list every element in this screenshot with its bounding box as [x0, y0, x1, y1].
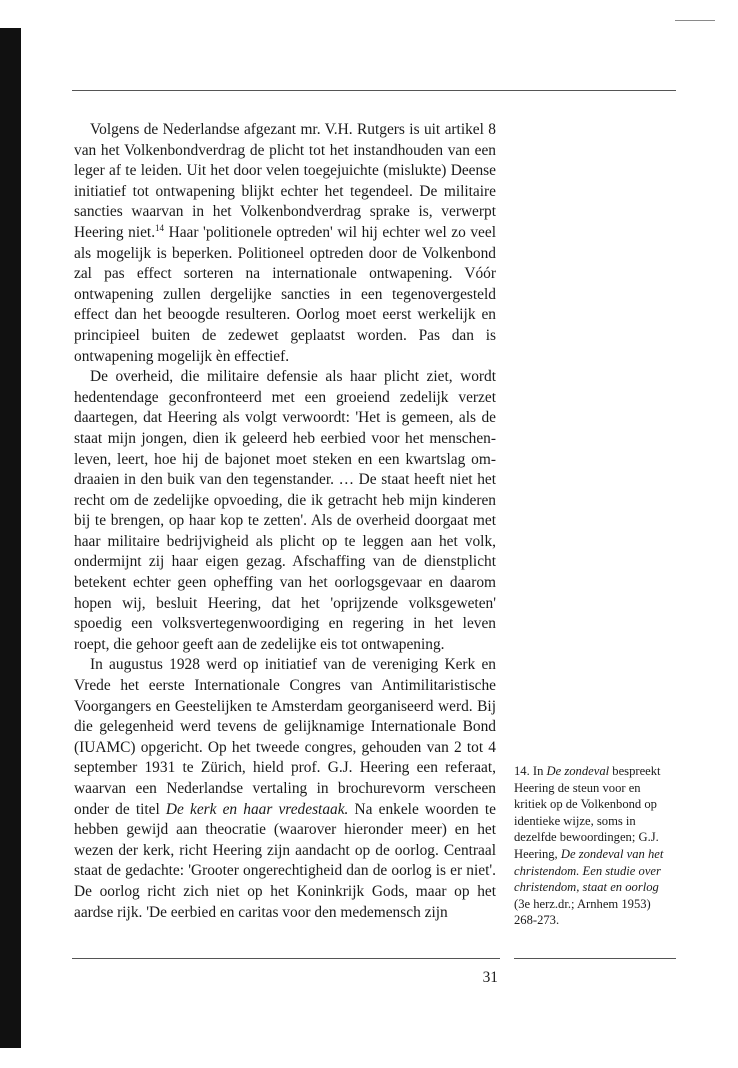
top-rule [72, 90, 676, 91]
brochure-title: De kerk en haar vredestaak. [165, 800, 349, 818]
paragraph-3: In augustus 1928 werd op initiatief van de vereniging Kerk en Vrede het eerste Internationale Congres van Antimilitaristische Voorgangers en Geestelijken te Amsterdam georganiseerd werd. Bij die gelegenheid werd tevens de gelijknamige Internationale Bond (IUAMC) opgericht. Op het tweede congres, gehouden van 2 tot 4 september 1931 te Zürich, hield prof. G.J. Heering een referaat, waarvan een Nederlandse vertaling in brochurevorm verscheen onder de titel De kerk en haar vredestaak. Na enkele woorden te hebben gewijd aan theocratie (waarover hieronder meer) en het wezen der kerk, richt Heering zijn aandacht op de oorlog. Centraal staat de gedachte: 'Grooter ongerechtigheid dan de oorlog is er niet'. De oorlog richt zich niet op het Koninkrijk Gods, maar op het aardse rijk. 'De eerbied en caritas voor den medemensch zijn [74, 656, 496, 921]
bottom-rule-footnote [514, 958, 676, 959]
binding-edge [0, 28, 21, 1048]
corner-rule [675, 20, 715, 21]
main-text-column [74, 120, 496, 923]
footnote-reference: 14 [155, 222, 165, 233]
paragraph-2: De overheid, die militaire defensie als haar plicht ziet, wordt hedentendage geconfronteerd met een groeiend zedelijk verzet daartegen, dat Heering als volgt verwoordt: 'Het is gemeen, als de staat mijn jongen, dien ik geleerd heb eerbied voor het menschenleven, leert, hoe hij de bajonet moet steken en een kwartslag omdraaien in den buik van den tegenstander. … De staat heeft niet het recht om de zedelijke opvoeding, die ik getracht heb mijn kinderen bij te brengen, op haar kop te zetten'. Als de overheid doorgaat met haar militaire bedrijvigheid als plicht op te leggen aan het volk, ondermijnt zij haar eigen gezag. Afschaffing van de dienstplicht betekent echter geen opheffing van het oorlogsgevaar en daarom hopen wij, besluit Heering, dat het 'oprijzende volksgeweten' spoedig een volksvertegenwoordiging en regering in het leven roept, die gehoor geeft aan de zedelijke eis tot ontwapening. [74, 368, 496, 653]
footnote-14: 14. In De zondeval bespreekt Heering de steun voor en kritiek op de Volkenbond op identieke wijze, soms in dezelfde bewoordingen; G.J. Heering, De zondeval van het christendom. Een studie over christendom, staat en oorlog (3e herz.dr.; Arnhem 1953) 268-273. [514, 764, 664, 928]
bottom-rule-main [72, 958, 500, 959]
page-number: 31 [482, 969, 498, 986]
paragraph-1: Volgens de Nederlandse afgezant mr. V.H. Rutgers is uit artikel 8 van het Volkenbondverdrag de plicht tot het instandhouden van een leger af te leiden. Uit het door velen toegejuichte (mislukte) Deense initiatief tot ontwapening blijkt echter het tegendeel. De militaire sancties waarvan in het Volkenbondverdrag sprake is, verwerpt Heering niet.$^{14}$ Haar 'politionele optreden' wil hij echter wel zo veel als mogelijk is beperken. Politioneel optreden door de Volkenbond zal pas effect sorteren na internationale ontwapening. Vóór ontwapening zullen dergelijke sancties in een tegenovergesteld effect dan het beoogde resulteren. Oorlog moet eerst werkelijk en principieel buiten de zedewet geplaatst worden. Pas dan is ontwapening mogelijk èn effectief. [74, 121, 496, 365]
